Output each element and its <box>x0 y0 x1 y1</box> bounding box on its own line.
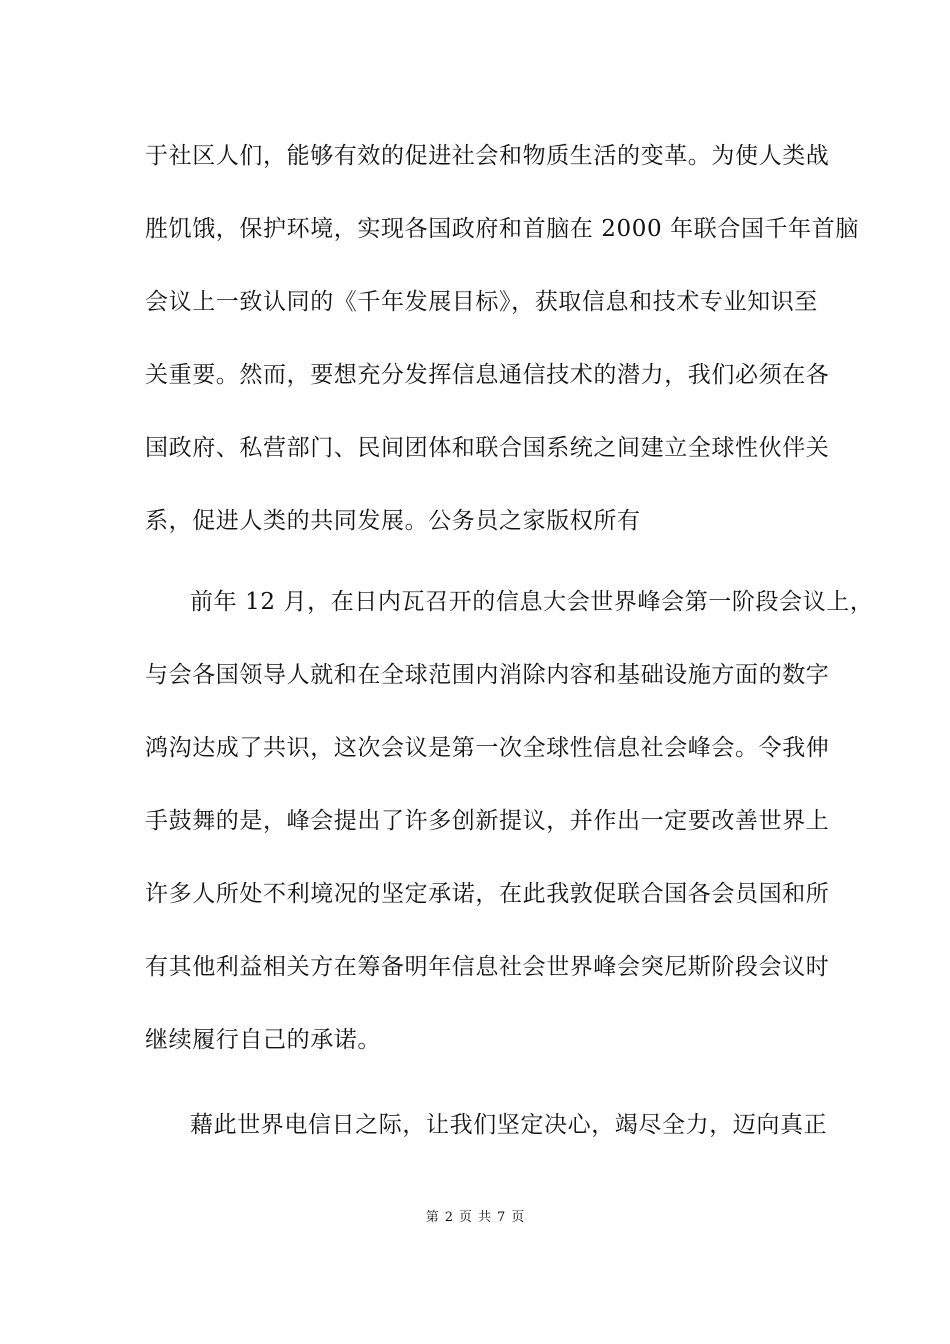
paragraph-2-line-1: 前年 12 月，在日内瓦召开的信息大会世界峰会第一阶段会议上， <box>190 589 874 615</box>
footer-di: 第 <box>425 1210 439 1225</box>
paragraph-3-line-1: 藉此世界电信日之际，让我们坚定决心，竭尽全力，迈向真正 <box>190 1112 828 1138</box>
footer-total-pages: 7 <box>497 1210 506 1225</box>
footer-current-page: 2 <box>444 1210 453 1225</box>
footer-ye-2: 页 <box>511 1210 525 1225</box>
text-line-3: 会议上一致认同的《千年发展目标》，获取信息和技术专业知识至 <box>145 289 818 315</box>
text-line-12: 有其他利益相关方在筹备明年信息社会世界峰会突尼斯阶段会议时 <box>145 954 830 980</box>
text-line-1: 于社区人们，能够有效的促进社会和物质生活的变革。为使人类战 <box>145 143 830 169</box>
text-line-13: 继续履行自己的承诺。 <box>145 1027 381 1053</box>
text-line-4: 关重要。然而，要想充分发挥信息通信技术的潜力，我们必须在各 <box>145 362 830 388</box>
page-footer <box>0 1209 950 1227</box>
text-line-8: 与会各国领导人就和在全球范围内消除内容和基础设施方面的数字 <box>145 662 830 688</box>
text-line-10: 手鼓舞的是，峰会提出了许多创新提议，并作出一定要改善世界上 <box>145 808 830 834</box>
text-line-11: 许多人所处不利境况的坚定承诺，在此我敦促联合国各会员国和所 <box>145 881 830 907</box>
text-line-6: 系，促进人类的共同发展。公务员之家版权所有 <box>145 508 641 534</box>
footer-ye: 页 <box>458 1210 472 1225</box>
text-line-2: 胜饥饿，保护环境，实现各国政府和首脑在 2000 年联合国千年首脑 <box>145 216 859 242</box>
footer-gong: 共 <box>478 1210 492 1225</box>
text-line-5: 国政府、私营部门、民间团体和联合国系统之间建立全球性伙伴关 <box>145 435 830 461</box>
text-line-9: 鸿沟达成了共识，这次会议是第一次全球性信息社会峰会。令我伸 <box>145 735 830 761</box>
